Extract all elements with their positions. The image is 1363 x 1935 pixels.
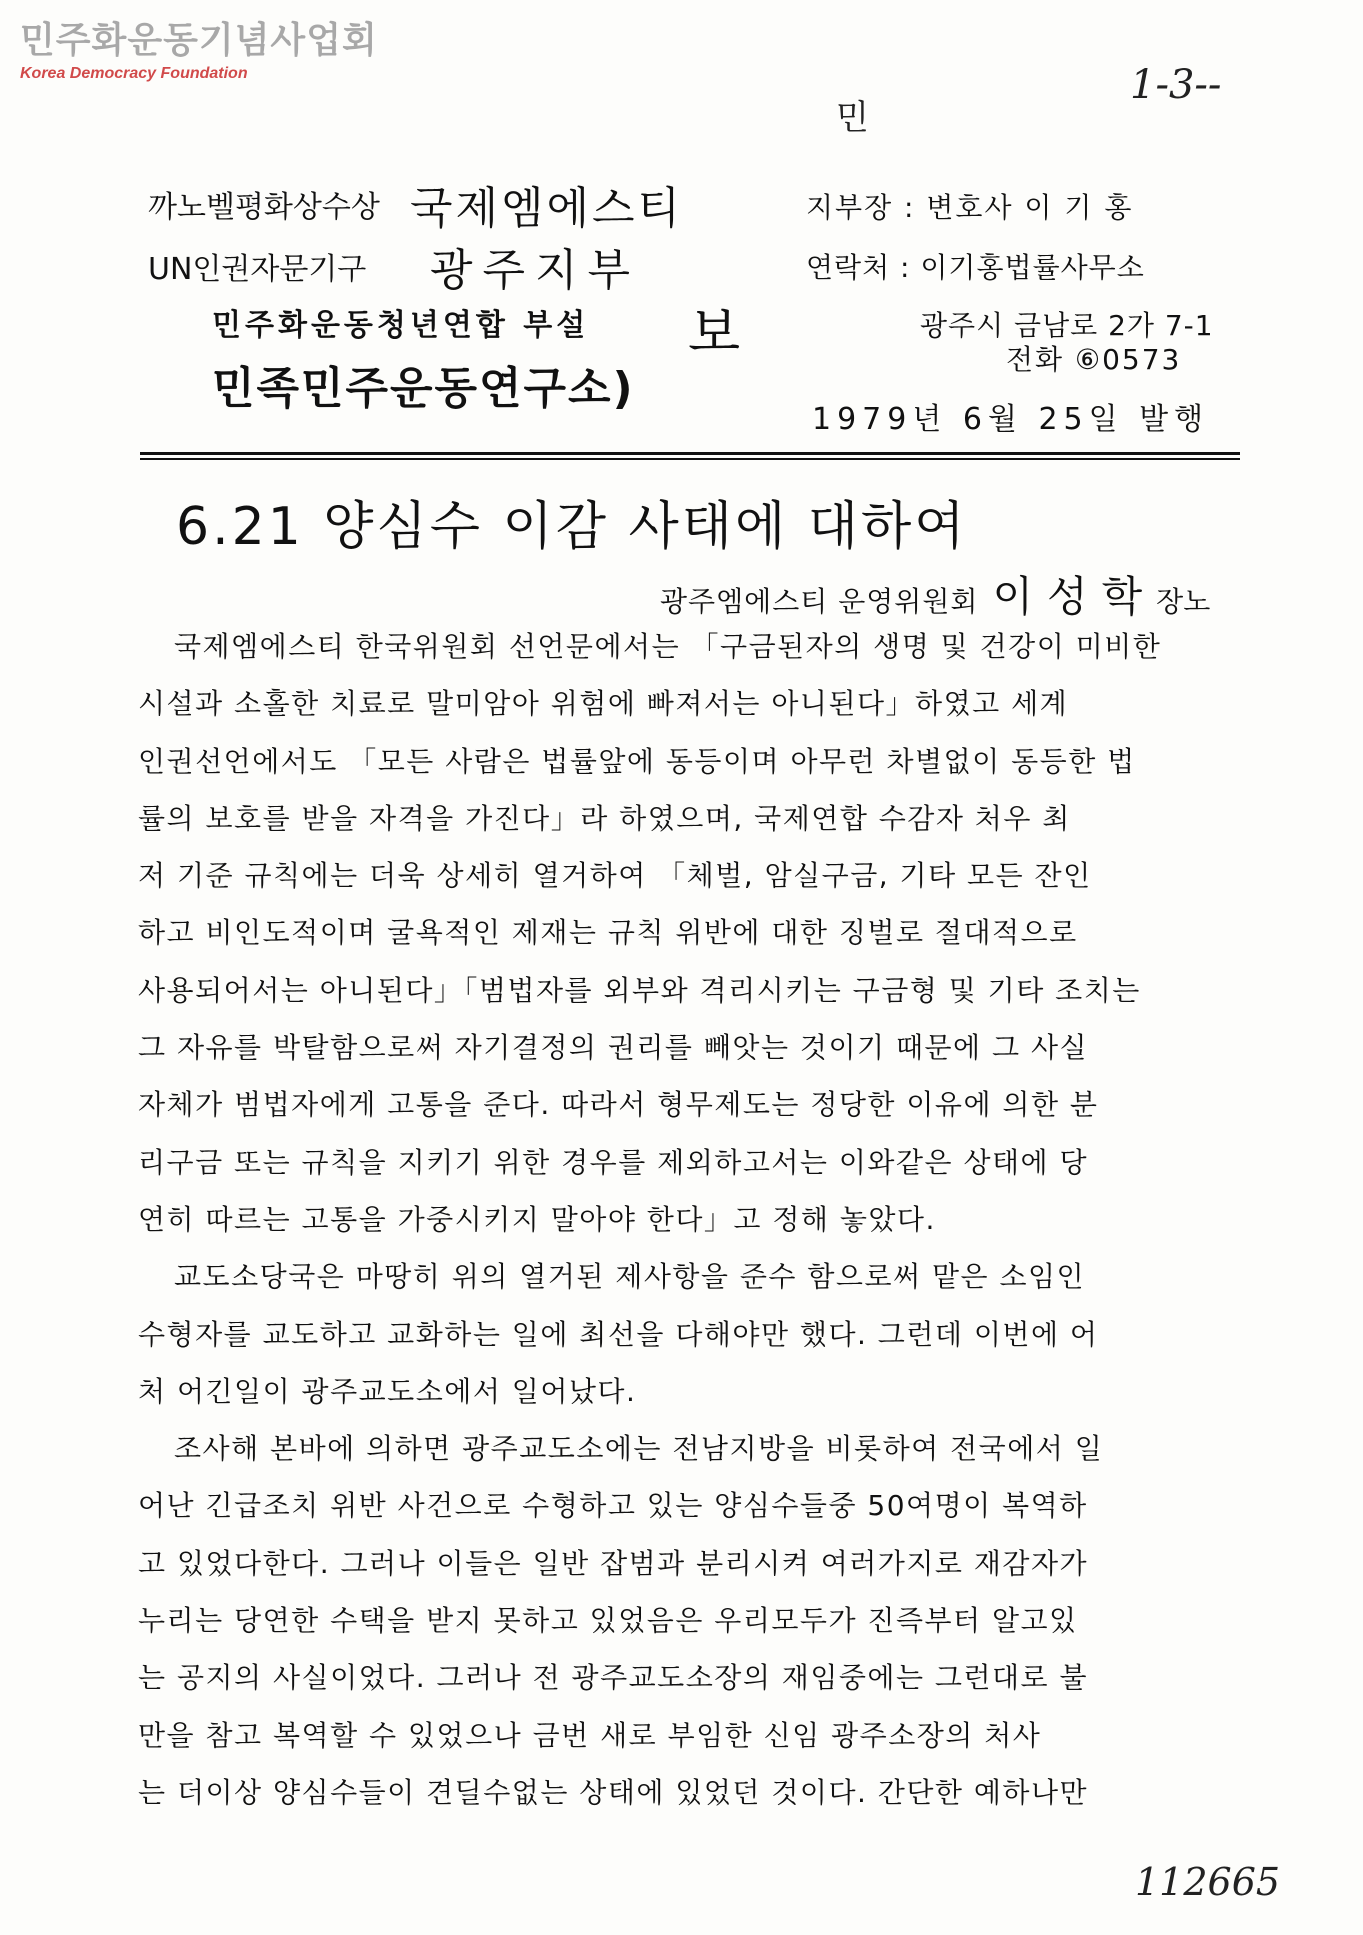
byline-name: 이성학 xyxy=(992,572,1157,621)
body-line: 만을 참고 복역할 수 있었으나 금번 새로 부임한 신임 광주소장의 처사 xyxy=(138,1718,1042,1752)
body-line: 는 더이상 양심수들이 견딜수없는 상태에 있었던 것이다. 간단한 예하나만 xyxy=(138,1775,1089,1809)
body-line: 그 자유를 박탈함으로써 자기결정의 권리를 빼앗는 것이기 때문에 그 사실 xyxy=(138,1031,1089,1065)
header-amnesty: 국제엠에스티 xyxy=(410,183,684,234)
handwritten-number-top: 1-3-- xyxy=(1130,62,1222,108)
handwritten-mark: 민 xyxy=(836,98,869,138)
body-line: 사용되어서는 아니된다」「범법자를 외부와 격리시키는 구금형 및 기타 조치는 xyxy=(138,973,1141,1007)
body-line: 누리는 당연한 수택을 받지 못하고 있었음은 우리모두가 진즉부터 알고있 xyxy=(138,1604,1078,1638)
body-line: 어난 긴급조치 위반 사건으로 수형하고 있는 양심수들중 50여명이 복역하 xyxy=(138,1489,1088,1523)
body-line: 자체가 범법자에게 고통을 준다. 따라서 형무제도는 정당한 이유에 의한 분 xyxy=(138,1088,1099,1122)
header-org-line1: 민주화운동청년연합 부설 xyxy=(212,308,590,343)
body-line: 조사해 본바에 의하면 광주교도소에는 전남지방을 비롯하여 전국에서 일 xyxy=(174,1432,1104,1466)
body-line: 리구금 또는 규칙을 지키기 위한 경우를 제외하고서는 이와같은 상태에 당 xyxy=(138,1145,1089,1179)
body-line: 인권선언에서도 「모든 사람은 법률앞에 동등이며 아무런 차별없이 동등한 법 xyxy=(138,744,1136,778)
handwritten-number-bottom: 112665 xyxy=(1135,1860,1281,1904)
body-line: 교도소당국은 마땅히 위의 열거된 제사항을 준수 함으로써 맡은 소임인 xyxy=(174,1260,1086,1294)
watermark-korean: 민주화운동기념사업회 xyxy=(20,20,378,61)
body-line: 국제엠에스티 한국위원회 선언문에서는 「구금된자의 생명 및 건강이 미비한 xyxy=(174,630,1162,663)
header-branch: 광주지부 xyxy=(430,245,641,296)
body-line: 시설과 소홀한 치료로 말미암아 위험에 빠져서는 아니된다」하였고 세계 xyxy=(138,687,1069,721)
header-address: 광주시 금남로 2가 7-1 xyxy=(920,309,1214,342)
header-divider-thin xyxy=(140,458,1240,460)
header-award: 까노벨평화상수상 xyxy=(148,190,380,225)
body-line: 고 있었다한다. 그러나 이들은 일반 잡범과 분리시켜 여러가지로 재감자가 xyxy=(138,1546,1089,1580)
header-org-line2: 민족민주운동연구소) xyxy=(212,363,635,414)
header-un: UN인권자문기구 xyxy=(148,252,367,287)
byline-title: 장노 xyxy=(1156,585,1211,618)
header-date: 1979년 6월 25일 발행 xyxy=(812,402,1210,437)
body-line: 는 공지의 사실이었다. 그러나 전 광주교도소장의 재임중에는 그런대로 불 xyxy=(138,1661,1089,1695)
body-line: 률의 보호를 받을 자격을 가진다」라 하였으며, 국제연합 수감자 처우 최 xyxy=(138,801,1071,835)
header-chief: 지부장 : 변호사 이 기 홍 xyxy=(806,191,1134,224)
article-title: 6.21 양심수 이감 사태에 대하여 xyxy=(176,497,968,557)
watermark-english: Korea Democracy Foundation xyxy=(20,65,248,82)
body-line: 하고 비인도적이며 굴욕적인 제재는 규칙 위반에 대한 징벌로 절대적으로 xyxy=(138,916,1078,950)
header-contact: 연락처 : 이기홍법률사무소 xyxy=(806,251,1145,284)
article-body xyxy=(138,618,1240,1821)
body-line: 연히 따르는 고통을 가중시키지 말아야 한다」고 정해 놓았다. xyxy=(138,1202,936,1236)
header-phone: 전화 ⑥0573 xyxy=(1006,343,1182,376)
body-line: 저 기준 규칙에는 더욱 상세히 열거하여 「체벌, 암실구금, 기타 모든 잔인 xyxy=(138,859,1092,893)
body-line: 수형자를 교도하고 교화하는 일에 최선을 다해야만 했다. 그런데 이번에 어 xyxy=(138,1317,1099,1351)
body-line: 처 어긴일이 광주교도소에서 일어났다. xyxy=(138,1374,637,1408)
article-byline xyxy=(660,564,1210,624)
header-bo: 보 xyxy=(688,301,741,364)
watermark xyxy=(20,20,378,84)
byline-org: 광주엠에스티 운영위원회 xyxy=(660,585,979,618)
header-divider xyxy=(140,452,1240,455)
